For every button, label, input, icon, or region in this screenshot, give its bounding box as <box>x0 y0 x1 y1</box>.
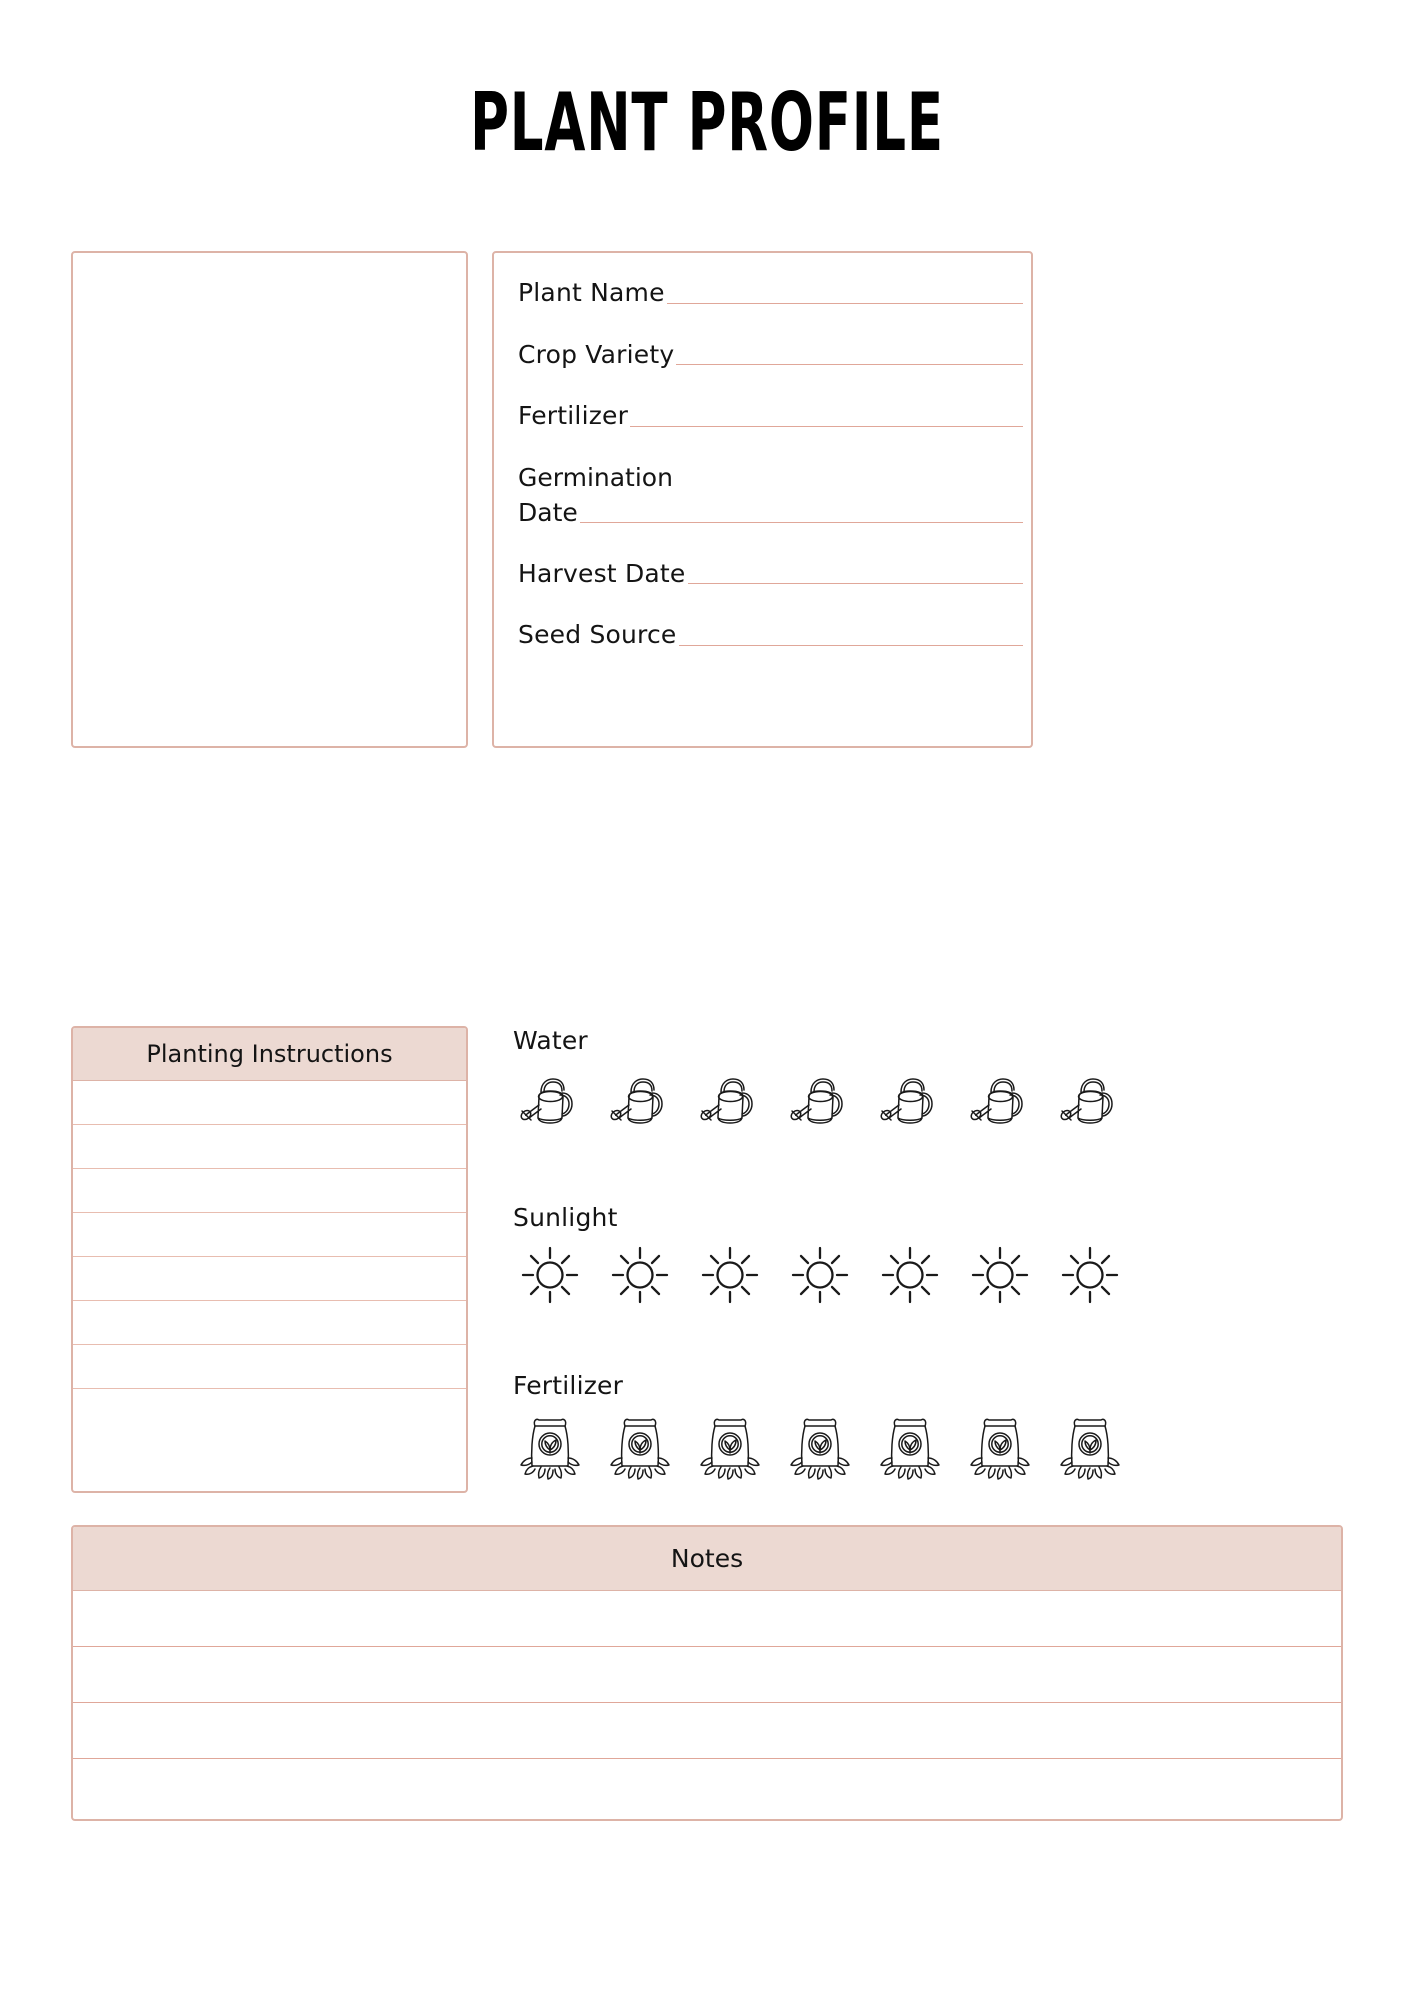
sun-icon[interactable] <box>783 1242 857 1308</box>
fertilizer-bag-icon[interactable] <box>873 1410 947 1484</box>
planting-instructions-row[interactable] <box>73 1345 466 1389</box>
field-label-plant-name: Plant Name <box>518 278 665 307</box>
field-input-crop-variety[interactable] <box>676 363 1023 365</box>
field-harvest-date <box>518 556 1023 592</box>
notes-header: Notes <box>73 1527 1341 1591</box>
planting-instructions-row[interactable] <box>73 1169 466 1213</box>
fertilizer-bag-icon[interactable] <box>693 1410 767 1484</box>
sun-icon[interactable] <box>603 1242 677 1308</box>
fertilizer-bag-icon[interactable] <box>603 1410 677 1484</box>
field-germination-date <box>518 460 1023 530</box>
field-fertilizer <box>518 398 1023 434</box>
fertilizer-bag-icon[interactable] <box>963 1410 1037 1484</box>
planting-instructions-row[interactable] <box>73 1301 466 1345</box>
planting-instructions-row[interactable] <box>73 1257 466 1301</box>
planting-instructions-header: Planting Instructions <box>73 1028 466 1081</box>
field-input-seed-source[interactable] <box>679 644 1023 646</box>
fertilizer-bag-icon[interactable] <box>513 1410 587 1484</box>
field-seed-source <box>518 617 1023 653</box>
rating-label-water: Water <box>513 1026 588 1055</box>
notes-rows <box>73 1591 1341 1815</box>
page-title: PLANT PROFILE <box>470 76 944 171</box>
watering-can-icon[interactable] <box>873 1065 947 1139</box>
planting-instructions-row[interactable] <box>73 1081 466 1125</box>
sun-icon[interactable] <box>693 1242 767 1308</box>
notes-row[interactable] <box>73 1647 1341 1703</box>
field-label-fertilizer: Fertilizer <box>518 401 629 430</box>
field-label-crop-variety: Crop Variety <box>518 339 675 369</box>
watering-can-icon[interactable] <box>603 1065 677 1139</box>
notes-panel <box>71 1525 1343 1821</box>
planting-instructions-row[interactable] <box>73 1213 466 1257</box>
watering-can-icon[interactable] <box>1053 1065 1127 1139</box>
field-label-germination-date-line2: Date <box>518 497 578 527</box>
rating-group-fertilizer <box>513 1371 1210 1484</box>
fertilizer-bag-icon[interactable] <box>783 1410 857 1484</box>
notes-row[interactable] <box>73 1591 1341 1647</box>
fertilizer-bag-icon[interactable] <box>1053 1410 1127 1484</box>
rating-icons-water <box>513 1065 1210 1139</box>
field-label-germination-date-line1: Germination <box>518 462 673 492</box>
notes-row[interactable] <box>73 1703 1341 1759</box>
field-label-seed-source: Seed Source <box>518 620 677 649</box>
notes-row[interactable] <box>73 1759 1341 1815</box>
plant-details-card <box>492 251 1033 748</box>
sun-icon[interactable] <box>1053 1242 1127 1308</box>
planting-instructions-row[interactable] <box>73 1125 466 1169</box>
rating-group-sunlight <box>513 1203 1210 1308</box>
watering-can-icon[interactable] <box>693 1065 767 1139</box>
rating-icons-fertilizer <box>513 1410 1210 1484</box>
field-label-harvest-date: Harvest Date <box>518 558 686 588</box>
field-input-plant-name[interactable] <box>667 302 1023 304</box>
field-input-fertilizer[interactable] <box>630 425 1023 427</box>
rating-group-water <box>513 1026 1210 1139</box>
rating-label-fertilizer: Fertilizer <box>513 1371 624 1400</box>
sun-icon[interactable] <box>873 1242 947 1308</box>
field-crop-variety <box>518 337 1023 373</box>
rating-label-sunlight: Sunlight <box>513 1203 618 1232</box>
sun-icon[interactable] <box>963 1242 1037 1308</box>
sun-icon[interactable] <box>513 1242 587 1308</box>
rating-icons-sunlight <box>513 1242 1210 1308</box>
planting-instructions-rows <box>73 1081 466 1433</box>
watering-can-icon[interactable] <box>963 1065 1037 1139</box>
watering-can-icon[interactable] <box>513 1065 587 1139</box>
planting-instructions-row[interactable] <box>73 1389 466 1433</box>
planting-instructions-panel <box>71 1026 468 1493</box>
field-input-germination-date[interactable] <box>580 521 1023 523</box>
field-plant-name <box>518 275 1023 311</box>
watering-can-icon[interactable] <box>783 1065 857 1139</box>
plant-photo-placeholder[interactable] <box>71 251 468 748</box>
field-input-harvest-date[interactable] <box>688 582 1023 584</box>
